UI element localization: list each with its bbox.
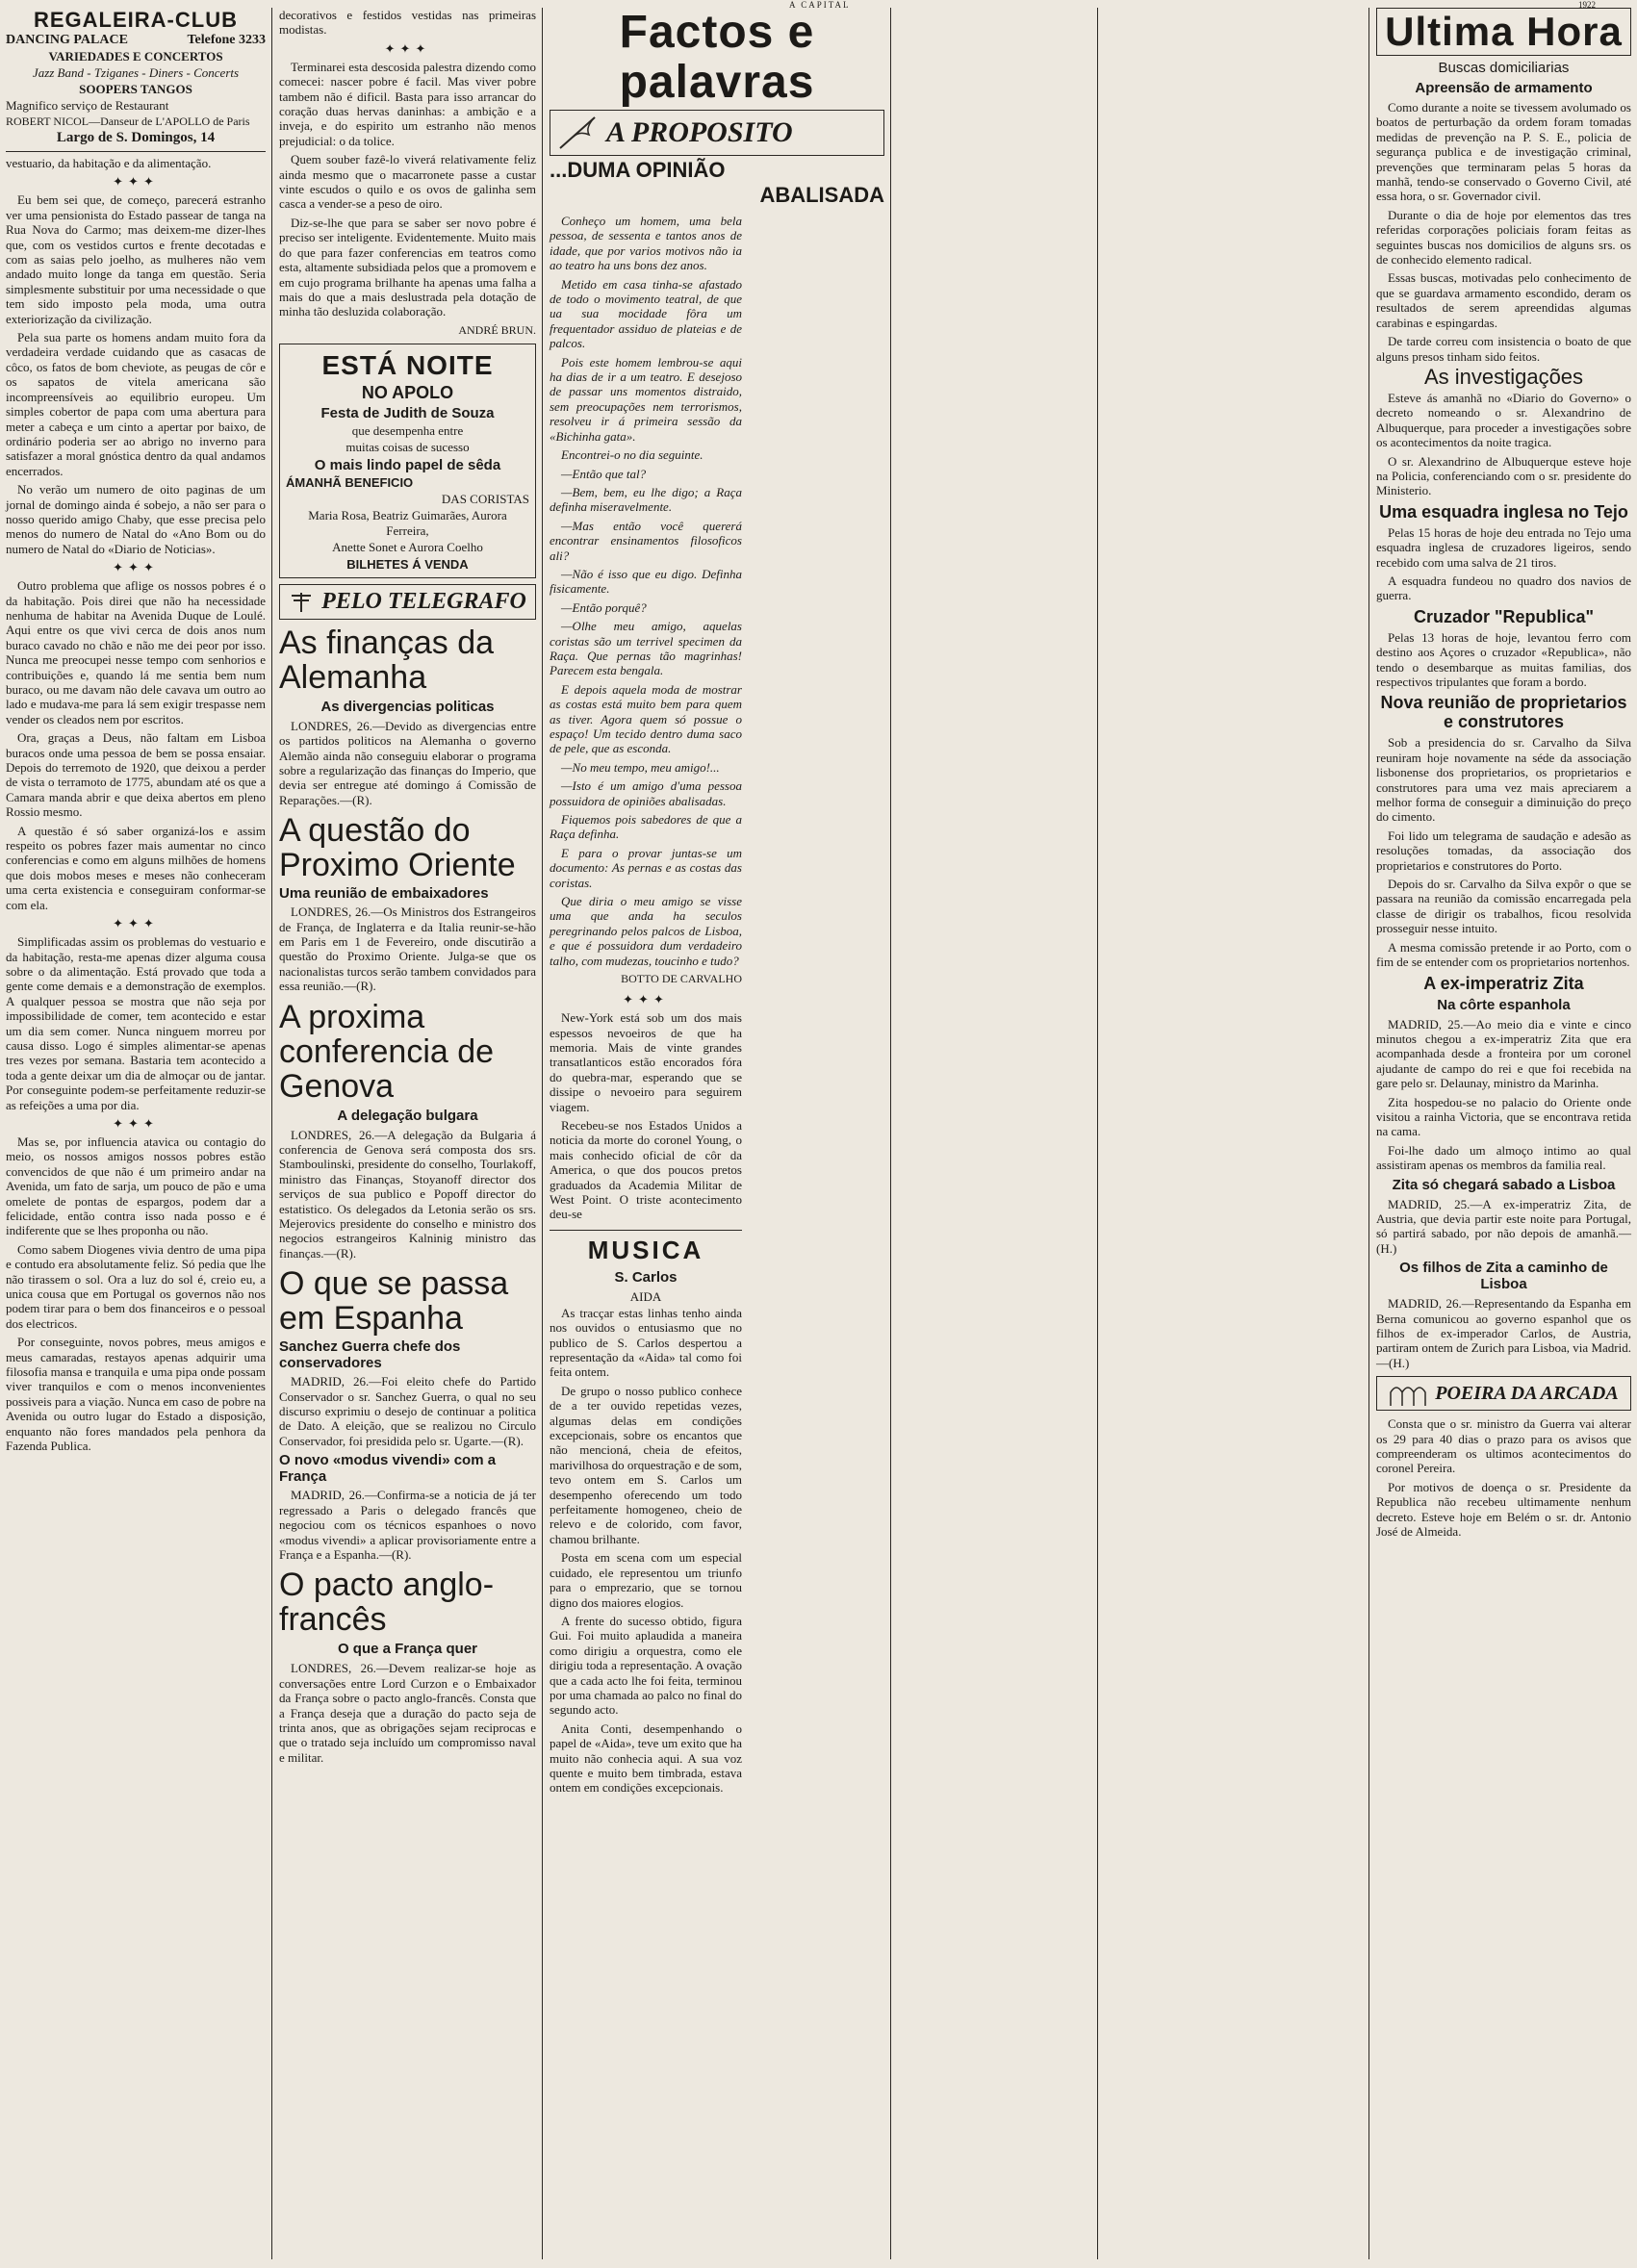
subheadline: A delegação bulgara xyxy=(337,1107,478,1124)
opinion-body xyxy=(550,214,742,1222)
ad-subtitle: NO APOLO xyxy=(361,382,454,402)
subheadline: As divergencias politicas xyxy=(320,698,495,715)
article-paragraph: LONDRES, 26.—Devido as divergencias entre os partidos politicos na Alemanha o governo Alemão ainda não conseguiu elaborar o programa sobre a regularização das finanças do Imperio, que devia ser entregue até domingo á Comissão de Reparações.—(R). xyxy=(279,718,536,807)
article-paragraph: O sr. Alexandrino de Albuquerque esteve hoje na Policia, conferenciando com o sr. presidente do Ministerio. xyxy=(1376,453,1631,498)
article-paragraph: Depois do sr. Carvalho da Silva expôr o que se passara na reunião da comissão encarregada pela classe de dirigir os trabalhos, ficou resolvida prosseguir nesse intuito. xyxy=(1376,877,1631,936)
opinion-title: ABALISADA xyxy=(759,183,884,207)
headline: Uma esquadra inglesa no Tejo xyxy=(1379,501,1628,522)
article-paragraph: Esteve ás amanhã no «Diario do Governo» o decreto nomeando o sr. Alexandrino de Albuquerque, para proceder a investigações sobre os acontecimentos da noite tragica. xyxy=(1376,390,1631,450)
article-paragraph: LONDRES, 26.—Devem realizar-se hoje as conversações entre Lord Curzon e o Embaixador da França sobre o pacto anglo-francês. Consta que a França deseja que a duração do pacto seja de trinta anos, que as obrigações sejam reciprocas e que o tratado seja incluído um compromisso naval e militar. xyxy=(279,1661,536,1765)
apolo-ad xyxy=(279,344,536,578)
article-paragraph: LONDRES, 26.—A delegação da Bulgaria á conferencia de Genova será composta dos srs. Stamboulinski, presidente do conselho, Tourlakoff, ministro das Finanças, Stoyanoff director dos serviços de sua publico e Popoff director do estatistico. Os delegados da Letonia serão os srs. Mejerovics presidente do conselho e ministro dos negocios estrangeiros Kalninig ministro das finanças.—(R). xyxy=(279,1127,536,1261)
article-paragraph: decorativos e festidos vestidas nas primeiras modistas. xyxy=(279,8,536,38)
aproposito-box xyxy=(550,110,884,156)
article-paragraph: Por conseguinte, novos pobres, meus amigos e meus camaradas, restayos apenas adquirir uma filosofia mansa e tranquila e uma pipa onde possam viver tranquilos e com o menos inconvenientes possiveis para a viação. Nunca em caso de pobre na Avenida ou outro lugar do Estado a disposição, enquanto não fores mandados pela penhora da Fazenda Publica. xyxy=(6,1335,266,1454)
subheadline: Sanchez Guerra chefe dos conservadores xyxy=(279,1338,461,1372)
article-paragraph: Quem souber fazê-lo viverá relativamente feliz ainda mesmo que o macarronete passe a custar vinte escudos o quilo e os ovos de galinha sem casca a vender-se a peso de oiro. xyxy=(279,152,536,212)
quill-icon xyxy=(556,114,601,152)
column-1 xyxy=(0,8,271,2259)
separator: ✦✦✦ xyxy=(113,174,159,190)
club-ad xyxy=(6,8,266,152)
opinion-signature: BOTTO DE CARVALHO xyxy=(621,972,742,986)
column-3 xyxy=(544,8,890,2259)
article-paragraph: Eu bem sei que, de começo, parecerá estranho ver uma pensionista do Estado passear de tanga na Rua Nova do Carmo; mas deixem-me dizer-lhes que, com os vestidos curtos e frente decotadas e com as saias pelo joelho, as mulheres não vem andado muito longe da tanga em questão. Seria simplesmente substituir por uma necessidade o que tem sido imposto pela moda, uma outra exteriorização da civilização. xyxy=(6,192,266,326)
club-line: Magnifico serviço de Restaurant xyxy=(6,98,169,113)
headline: Nova reunião de proprietarios e construtores xyxy=(1380,693,1627,732)
divider xyxy=(550,1230,742,1231)
column-rule xyxy=(542,8,543,2259)
article-signature: ANDRÉ BRUN. xyxy=(458,322,536,337)
subheadline: O novo «modus vivendi» com a França xyxy=(279,1452,497,1486)
subheadline: Os filhos de Zita a caminho de Lisboa xyxy=(1399,1260,1608,1293)
opinion-paragraph: —Olhe meu amigo, aquelas coristas são um terrivel specimen da Raça. Que pernas tão magrinhas! Parecem esta bengala. xyxy=(550,619,742,678)
ad-line: DAS CORISTAS xyxy=(441,491,529,506)
club-line: ROBERT NICOL—Danseur de L'APOLLO de Paris xyxy=(6,115,250,128)
article-paragraph: Zita hospedou-se no palacio do Oriente onde visitou a rainha Victoria, que se encontrava retida na cama. xyxy=(1376,1094,1631,1139)
headline: Cruzador "Republica" xyxy=(1413,606,1595,626)
telegrafo-banner xyxy=(279,584,536,620)
opinion-paragraph: —Bem, bem, eu lhe digo; a Raça definha miseravelmente. xyxy=(550,484,742,515)
news-paragraph: Recebeu-se nos Estados Unidos a noticia da morte do coronel Young, o mais conhecido oficial de côr da America, o que dos poucos pretos graduados da Academia Militar de West Point. O triste acontecimento deu-se xyxy=(550,1117,742,1222)
article-paragraph: Pelas 13 horas de hoje, levantou ferro com destino aos Açores o cruzador «Republica», não tendo o desembarque as muitas familias, dos respectivos tripulantes que foram a bordo. xyxy=(1376,629,1631,689)
column-rule xyxy=(1097,8,1098,2259)
article-paragraph: LONDRES, 26.—Os Ministros dos Estrangeiros de França, de Inglaterra e da Italia reunir-se-hão em Paris em 1 de Fevereiro, onde discutirão a questão do Proximo Oriente. Julga-se que os nacionalistas turcos serão tambem convidados para essa reunião.—(R). xyxy=(279,905,536,994)
ad-line: O mais lindo papel de sêda xyxy=(314,456,501,473)
musica-paragraph: A frente do sucesso obtido, figura Gui. Foi muito aplaudida a maneira como dirigiu a orquestra, como ele dirigiu toda a representação. A ovação que a cada acto lhe foi feita, terminou por uma chamada ao palco no final do segundo acto. xyxy=(550,1613,742,1718)
opinion-paragraph: Metido em casa tinha-se afastado de todo o movimento teatral, de que ua sua mocidade fôra um frequentador assiduo de plateias e de palcos. xyxy=(550,276,742,351)
opinion-paragraph: —Então que tal? xyxy=(561,466,647,481)
headline: O pacto anglo-francês xyxy=(279,1567,495,1639)
article-paragraph: A mesma comissão pretende ir ao Porto, com o fim de se entender com os proprietarios nortenhos. xyxy=(1376,939,1631,970)
subheadline: Uma reunião de embaixadores xyxy=(279,885,489,903)
separator: ✦✦✦ xyxy=(113,916,159,931)
column-6 xyxy=(1370,8,1637,2259)
opinion-title: ...DUMA OPINIÃO xyxy=(550,158,726,182)
article-paragraph: Terminarei esta descosida palestra dizendo como comecei: nascer pobre é facil. Mas viver pobre tambem não é dificil. Basta para isso arrancar do coração duas hervas daninhas: a ambição e a inveja, e do espirito um estranho não menos prejudicial: o da tolice. xyxy=(279,59,536,148)
column-rule xyxy=(271,8,272,2259)
column-rule xyxy=(1368,8,1369,2259)
article-paragraph: Diz-se-lhe que para se saber ser novo pobre é preciso ser inteligente. Evidentemente. Muito mais do que para fazer conferencias em teatros como esta, altamente subsidiada pelos que a promovem e em cujo programa brilhante ha apenas uma falha a mais do que a mais deslustrada pela dotação de minha tão desluzida colaboração. xyxy=(279,215,536,319)
headline: As finanças da Alemanha xyxy=(279,624,495,696)
musica-section xyxy=(550,1230,742,1796)
ad-line: BILHETES Á VENDA xyxy=(346,556,469,572)
club-line: SOOPERS TANGOS xyxy=(79,82,192,96)
separator: ✦✦✦ xyxy=(384,40,431,56)
article-paragraph: MADRID, 26.—Representando da Espanha em Berna comunicou ao governo espanhol que os filhos de ex-imperador Carlos, de Austria, partiram ontem de Zurich para Lisboa, via Madrid.—(H.) xyxy=(1376,1296,1631,1370)
club-line: VARIEDADES E CONCERTOS xyxy=(48,49,223,64)
article-paragraph: Mas se, por influencia atavica ou contagio do meio, os nossos amigos nossos pobres estão convencidos de que não é um primeiro andar na Avenida, um fato de sarja, um pouco de pão e uma omelete de pontas de espargos, podem dar a felicidade, então contra isso nada posso e é indiferente que se lhes proponha ou não. xyxy=(6,1134,266,1238)
headline: A questão do Proximo Oriente xyxy=(279,812,516,884)
article-paragraph: vestuario, da habitação e da alimentação. xyxy=(6,156,212,170)
article-paragraph: Foi-lhe dado um almoço intimo ao qual assistiram apenas os membros da familia real. xyxy=(1376,1142,1631,1173)
main-headline: Factos e palavras xyxy=(619,8,815,108)
headline: As investigações xyxy=(1423,364,1584,389)
musica-sub2: AIDA xyxy=(629,1288,662,1304)
article-paragraph: Durante o dia de hoje por elementos das tres referidas corporações policiais foram feitas as seguintes buscas nos domicilios de alguns srs. os de conhecido elemento radical. xyxy=(1376,207,1631,268)
opinion-paragraph: —Então porquê? xyxy=(561,599,647,615)
article-paragraph: Pela sua parte os homens andam muito fora da verdadeira verdade cuidando que as casacas de côco, os fatos de bom cheviote, as peugas de côr e os sapatos de vitela americana são incompreensíveis ao equilibrio europeu. Um simples cobertor de papa com uma abertura para meter a cabeça e um cinto a apertar por baixo, de ordinário poderia ser ao abrigo no inverno para satisfazer a moral gnóstica dentro da qual andamos encerrados. xyxy=(6,330,266,478)
article-paragraph: De tarde correu com insistencia o boato de que alguns presos tinham sido feitos. xyxy=(1376,334,1631,364)
article-paragraph: No verão um numero de oito paginas de um jornal de domingo ainda é sobejo, a não ser para o nosso querido amigo Chaby, que esse precisa pelo menos do numero de Natal do «Ano Bom ou do numero de Natal do «Diario de Noticias». xyxy=(6,482,266,556)
ad-title: ESTÁ NOITE xyxy=(321,349,494,380)
telegraph-pole-icon xyxy=(289,591,314,612)
subheadline: Na côrte espanhola xyxy=(1437,996,1571,1013)
separator: ✦✦✦ xyxy=(113,1115,159,1131)
opinion-paragraph: —Mas então você quererá encontrar ensinamentos filosoficos ali? xyxy=(550,518,742,563)
page-header-right: 1922 xyxy=(1578,0,1596,10)
column-2 xyxy=(273,8,542,2259)
article-paragraph: Essas buscas, motivadas pelo conhecimento de que se guardava armamento escondido, deram os resultados de serem apreendidas algumas carabinas e espingardas. xyxy=(1376,270,1631,330)
article-paragraph: Outro problema que aflige os nossos pobres é o da habitação. Pois direi que não ha necessidade nenhuma de habitar na Avenida Duque de Loulé. Aqui entre os que vivi cerca de dois anos num buraco cavado no chão e não me dei peor por isso. Nunca me preocupei nesse tempo com senhorios e contribuições e, quando lá me sentia bem num buraco, ou me davam não dele cavava um outro ao lado e mudava-me para lá sem exigir trespasse nem vender os cleados nem por escritos. xyxy=(6,578,266,726)
article-paragraph: MADRID, 26.—Confirma-se a noticia de já ter regressado a Paris o delegado francês que negociou com os técnicos espanhoes o novo «modus vivendi» a aplicar provisoriamente entre a França e a Espanha.—(R). xyxy=(279,1488,536,1562)
opinion-paragraph: Encontrei-o no dia seguinte. xyxy=(561,447,703,463)
subheadline: Buscas domiciliarias xyxy=(1438,60,1570,76)
musica-sub: S. Carlos xyxy=(614,1268,678,1286)
ad-line: Anette Sonet e Aurora Coelho xyxy=(332,539,483,554)
ad-line: que desempenha entre xyxy=(351,422,464,438)
opinion-paragraph: Conheço um homem, uma bela pessoa, de sessenta e tantos anos de idade, que por varios motivos não ia ao teatro ha uns bons dez anos. xyxy=(550,214,742,273)
ad-line: Festa de Judith de Souza xyxy=(320,404,495,421)
banner-text: PELO TELEGRAFO xyxy=(321,588,526,614)
club-name: REGALEIRA-CLUB xyxy=(34,8,238,32)
banner-text: POEIRA DA ARCADA xyxy=(1435,1382,1619,1404)
ad-line: Maria Rosa, Beatriz Guimarães, Aurora Ferreira, xyxy=(308,507,507,538)
opinion-paragraph: —Não é isso que eu digo. Definha fisicamente. xyxy=(550,566,742,597)
opinion-paragraph: Que diria o meu amigo se visse uma que anda ha seculos peregrinando pelos palcos de Lisboa, e que é possuidora dum verdadeiro talho, com mudezas, toucinho e tudo? xyxy=(550,894,742,968)
subheadline: O que a França quer xyxy=(337,1641,478,1658)
musica-paragraph: Posta em scena com um especial cuidado, ele representou um triunfo para o emprezario, que se tornou digno dos maiores elogios. xyxy=(550,1550,742,1610)
headline: A ex-imperatriz Zita xyxy=(1423,973,1584,993)
article-paragraph: MADRID, 25.—A ex-imperatriz Zita, de Austria, que devia partir este noite para Portugal, só partirá sabado, por não depois de amanhã.—(H.) xyxy=(1376,1196,1631,1256)
club-address: Largo de S. Domingos, 14 xyxy=(56,130,216,145)
musica-title: MUSICA xyxy=(587,1235,704,1264)
article-paragraph: Sob a presidencia do sr. Carvalho da Silva reuniram hoje novamente na séde da associação lisbonense dos proprietarios, os proprietarios e construtores para uma vez mais apreciarem a melhor forma de conseguir a diminuição do preço do cimento. xyxy=(1376,735,1631,825)
separator: ✦✦✦ xyxy=(113,560,159,575)
arcade-icon xyxy=(1389,1381,1427,1406)
club-phone: Telefone 3233 xyxy=(187,33,266,47)
opinion-paragraph: Pois este homem lembrou-se aqui ha dias de ir a um teatro. E desejoso de passar uns momentos distraido, sem preocupações nem terrorismos, resolveu ir á primeira sessão da «Bichinha gata». xyxy=(550,354,742,444)
poeira-banner xyxy=(1376,1376,1631,1411)
article-paragraph: A questão é só saber organizá-los e assim respeito os pobres fazer mais aumentar no cinco conferencias e como em alguns milhões de homens que dois mobos meses e meses não conheceram uma certa existencia e conseguiram conformar-se com ela. xyxy=(6,823,266,912)
article-paragraph: Foi lido um telegrama de saudação e adesão as resoluções tomadas, da associação dos proprietarios e construtores do Porto. xyxy=(1376,828,1631,873)
opinion-paragraph: —No meu tempo, meu amigo!... xyxy=(561,759,720,775)
opinion-paragraph: E para o provar juntas-se um documento: As pernas e as costas das coristas. xyxy=(550,845,742,890)
opinion-paragraph: —Isto é um amigo d'uma pessoa possuidora de opiniões abalisadas. xyxy=(550,778,742,808)
article-paragraph: MADRID, 25.—Ao meio dia e vinte e cinco minutos chegou a ex-imperatriz Zita que era acompanhada desde a fronteira por um coronel ajudante de campo do rei e que foi recebida na gare pelo sr. Delaunay, ministro da Marinha. xyxy=(1376,1016,1631,1091)
club-venue-row xyxy=(6,33,266,48)
subheadline: Apreensão de armamento xyxy=(1415,80,1593,96)
article-paragraph: Por motivos de doença o sr. Presidente da Republica não recebeu ultimamente nenhum decreto. Esteve hoje em Belém o sr. dr. Antonio José de Almeida. xyxy=(1376,1479,1631,1540)
article-paragraph: Consta que o sr. ministro da Guerra vai alterar os 29 para 40 dias o prazo para os avisos que compreenderam os ultimos acontecimentos do coronel Pereira. xyxy=(1376,1416,1631,1476)
ultima-hora-title: Ultima Hora xyxy=(1376,8,1631,56)
ad-line: muitas coisas de sucesso xyxy=(345,439,470,454)
musica-paragraph: De grupo o nosso publico conhece de a ter ouvido repetidas vezes, algumas delas em condições excepcionais, sobre os encantos que não mencioná, cheia de efeitos, marivilhosa do orquestração e de som, tevo ontem em S. Carlos um desempenho oferecendo um todo perfeitamente homogeneo, cheio de relevo e de colorido, com favor, chamou brilhante. xyxy=(550,1383,742,1546)
article-paragraph: Simplificadas assim os problemas do vestuario e da habitação, resta-me apenas dizer alguma cousa sobre o da alimentação. Está provado que toda a gente come demais e a demonstração de exemplos. A qualquer pessoa se mostra que não seja por impossibilidade de comer, tem acontecido e estar um dia sem comer. Nunca ninguem morreu por causa disso. Logo é simples alimentar-se apenas tres vezes por semana. Bastaria tem acontecido a toda a gente deixar um dia de almoçar ou de jantar. Por conseguinte podem-se perfeitamente reduzir-se as refeições a uma por dia. xyxy=(6,934,266,1112)
aproposito-title: A PROPOSITO xyxy=(606,116,793,148)
musica-paragraph: As tracçar estas linhas tenho ainda nos ouvidos o entusiasmo que no publico de S. Carlos despertou a representação da «Aida» tal como foi feita ontem. xyxy=(550,1305,742,1380)
article-paragraph: A esquadra fundeou no quadro dos navios de guerra. xyxy=(1376,573,1631,603)
news-paragraph: New-York está sob um dos mais espessos nevoeiros de que ha memoria. Mais de vinte grandes transatlanticos estão encorados fóra do quebra-mar, esperando que se dissipe o nevoeiro para seguirem viagem. xyxy=(550,1010,742,1114)
article-paragraph: MADRID, 26.—Foi eleito chefe do Partido Conservador o sr. Sanchez Guerra, o qual no seu discurso exprimiu o desejo de continuar a politica de Dato. A eleição, que se realizou no Circulo Conservador, foi presidida pelo sr. Ugarte.—(R). xyxy=(279,1374,536,1448)
column-rule xyxy=(890,8,891,2259)
page-header-center: A CAPITAL xyxy=(789,0,851,10)
club-venue: DANCING PALACE xyxy=(6,33,128,47)
article-paragraph: Pelas 15 horas de hoje deu entrada no Tejo uma esquadra inglesa de cruzadores ligeiros, sendo recebido com uma salva de 21 tiros. xyxy=(1376,524,1631,570)
ad-line: ÁMANHÃ BENEFICIO xyxy=(286,474,414,490)
headline: A proxima conferencia de Genova xyxy=(279,998,495,1105)
opinion-paragraph: E depois aquela moda de mostrar as costas está muito bem para quem as tiver. Agora quem só possue o espaço! Um tecido dentro duma saco de pele, que as esconda. xyxy=(550,681,742,756)
musica-paragraph: Anita Conti, desempenhando o papel de «Aida», teve um exito que ha muito não conhecia aqui. A sua voz quente e muito bem timbrada, estava ontem em condições excepcionais. xyxy=(550,1720,742,1796)
club-line: Jazz Band - Tziganes - Diners - Concerts xyxy=(32,65,240,80)
headline: O que se passa em Espanha xyxy=(279,1265,509,1338)
opinion-paragraph: Fiquemos pois sabedores de que a Raça definha. xyxy=(550,812,742,842)
separator: ✦✦✦ xyxy=(623,992,669,1007)
article-paragraph: Ora, graças a Deus, não faltam em Lisboa buracos onde uma pessoa de bem se possa ensaiar. Depois do terremoto de 1920, que deixou a perder de vista o terramoto de 1775, abundam até os que a Camara manda abrir e que deixa abertos em pleno Rossio mesmo. xyxy=(6,730,266,820)
article-paragraph: Como sabem Diogenes vivia dentro de uma pipa e contudo era absolutamente feliz. Só pedia que lhe não tirassem o sol. Ora a luz do sol é, creio eu, a unica cousa que em Portugal os governos não nos podem tirar para o bem dos financeiros e o pessoal dos electricos. xyxy=(6,1241,266,1331)
subheadline: Zita só chegará sabado a Lisboa xyxy=(1392,1176,1616,1193)
article-paragraph: Como durante a noite se tivessem avolumado os boatos de perturbação da ordem foram tomadas medidas de prevenção na P. S. E., policia de segurança publica e de investigação criminal, prevenções que terminaram pelas 5 horas da manhã, tendo-se conservado o Governo Civil, até essa hora, o sr. Governador civil. xyxy=(1376,100,1631,204)
